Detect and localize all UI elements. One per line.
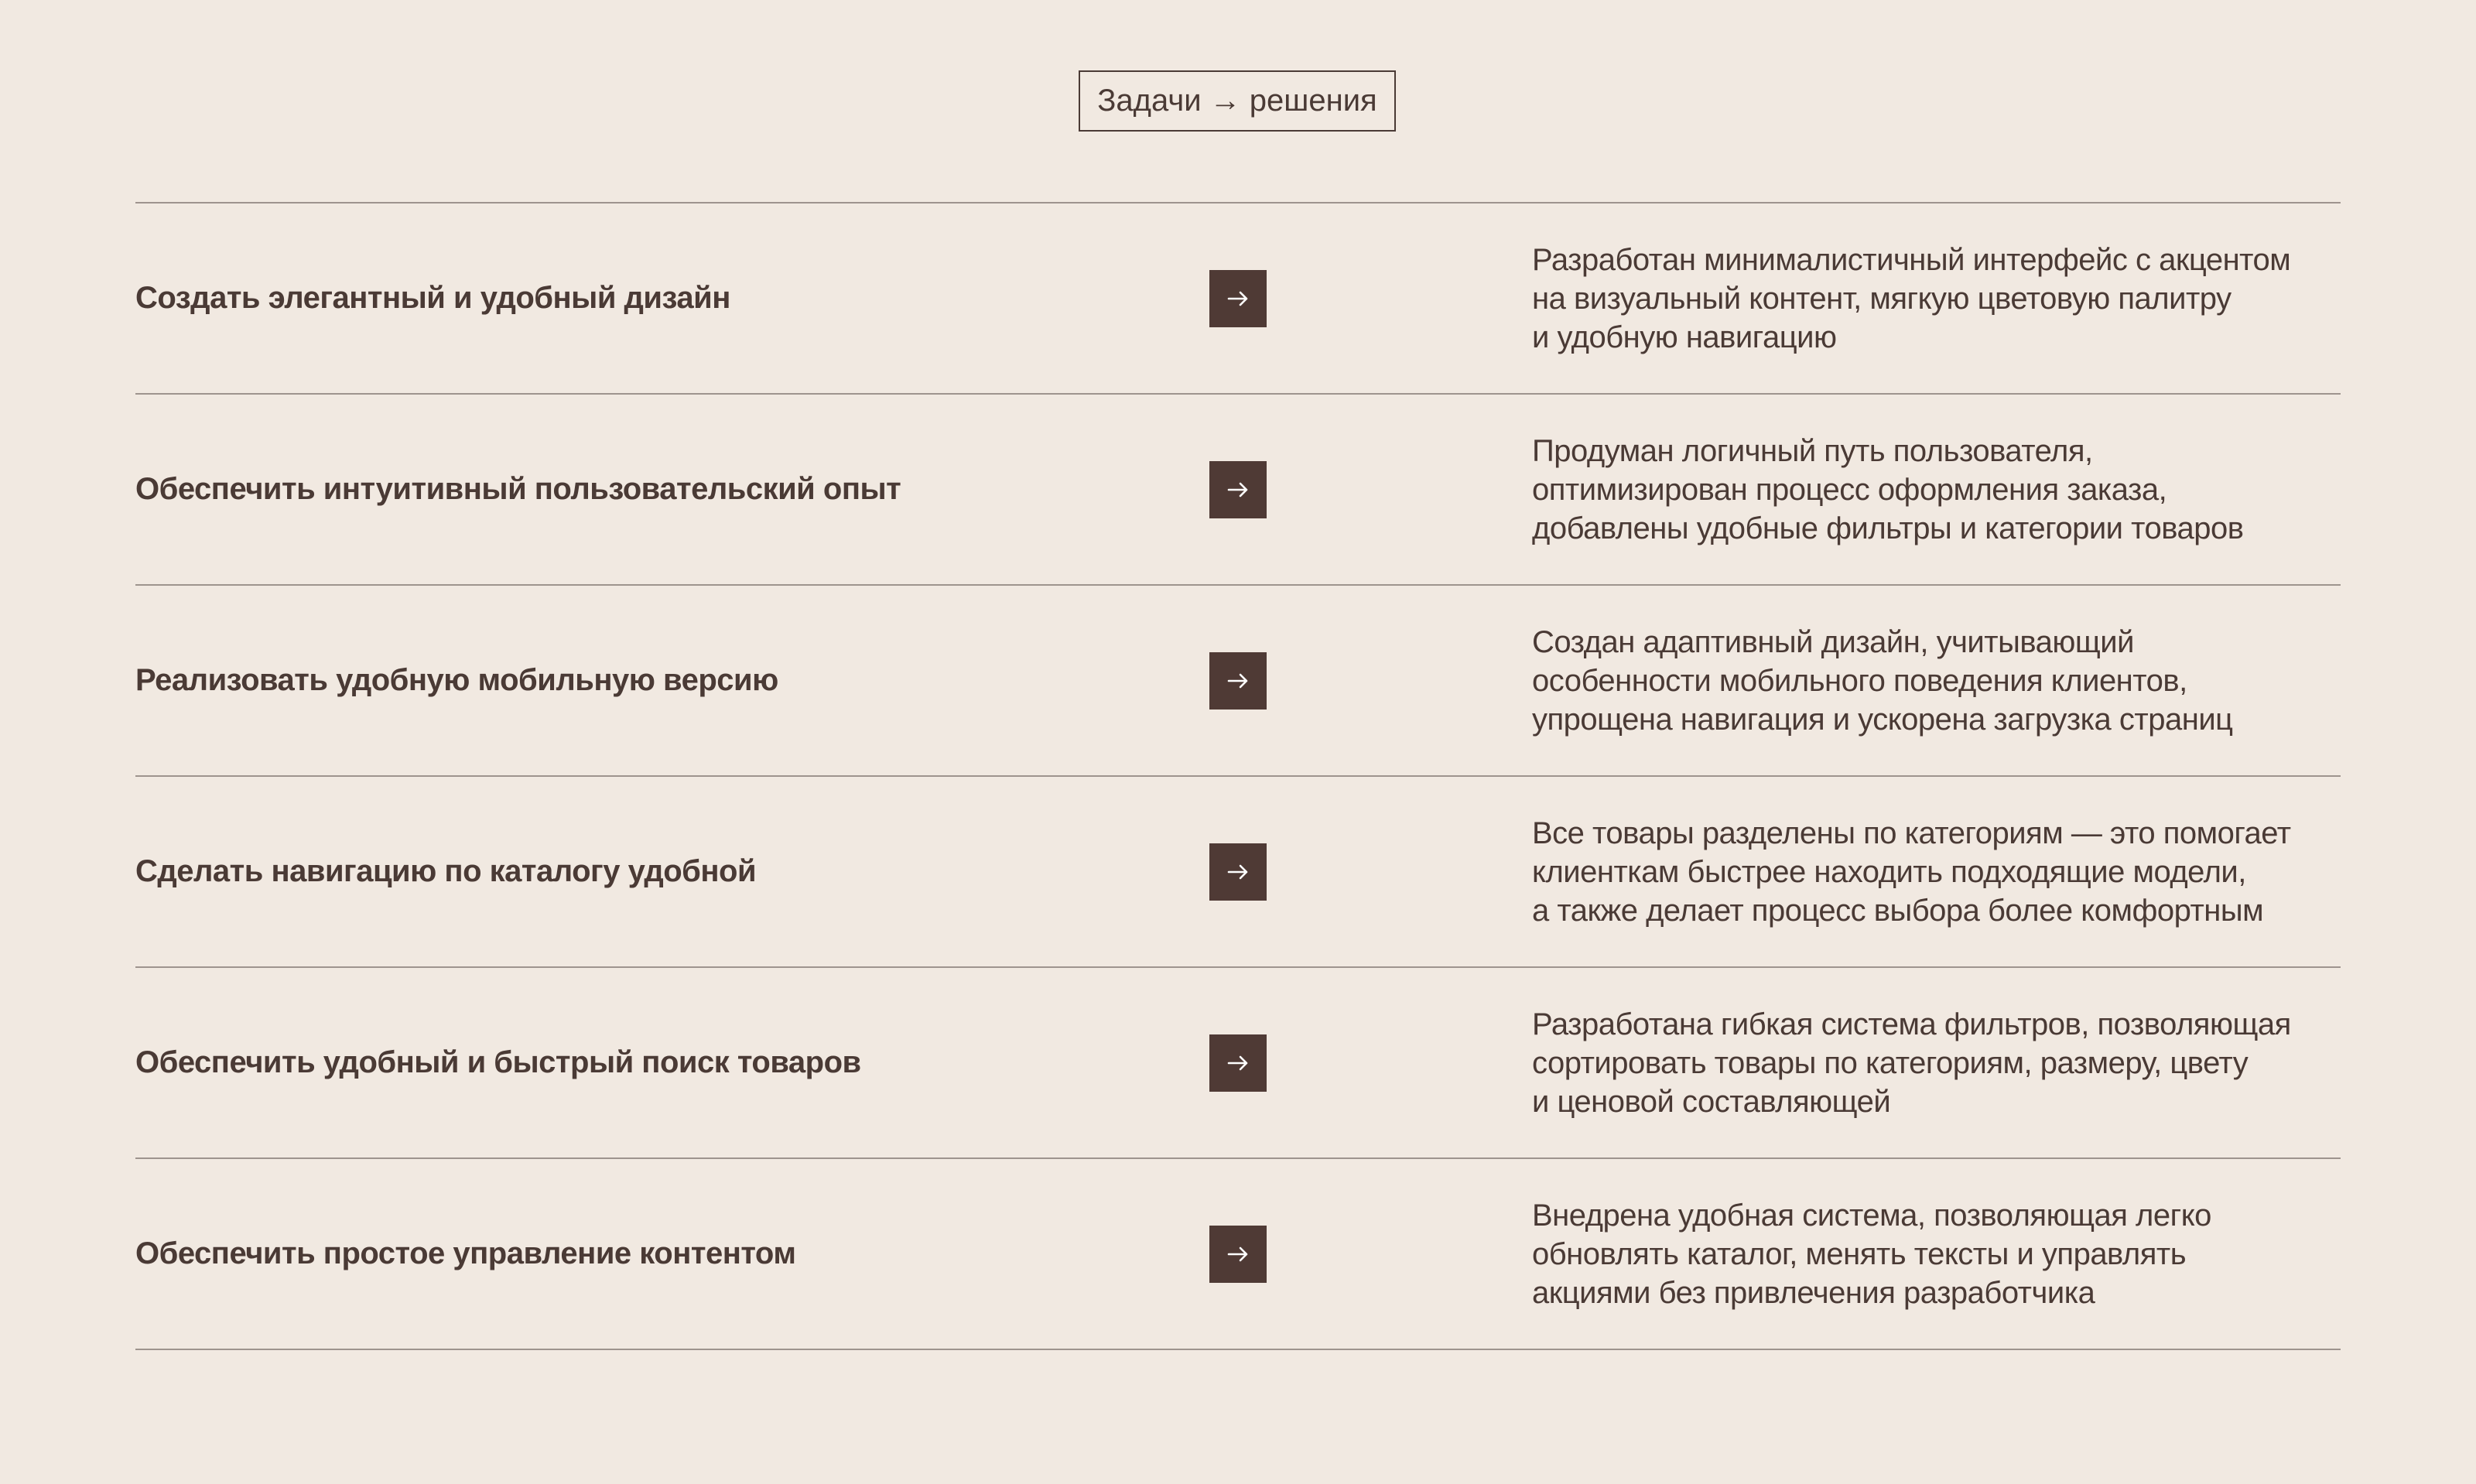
- solution-cell: [1532, 777, 2341, 966]
- arrow-right-icon: [1224, 285, 1252, 313]
- solution-cell: [1532, 395, 2341, 584]
- task-text: Создать элегантный и удобный дизайн: [135, 281, 730, 315]
- arrow-right-icon: [1224, 476, 1252, 504]
- solution-text: Разработан минималистичный интерфейс с акцентом на визуальный контент, мягкую цветовую палитру и удобную навигацию: [1532, 242, 2291, 354]
- table-row: [135, 968, 2341, 1159]
- solution-text: Продуман логичный путь пользователя, оптимизирован процесс оформления заказа, добавлены удобные фильтры и категории товаров: [1532, 433, 2244, 545]
- arrow-button[interactable]: [1209, 843, 1267, 901]
- arrow-right-icon: [1224, 858, 1252, 886]
- task-text: Обеспечить интуитивный пользовательский опыт: [135, 472, 901, 506]
- arrow-button[interactable]: [1209, 1034, 1267, 1092]
- task-text: Обеспечить удобный и быстрый поиск товаров: [135, 1045, 861, 1079]
- solution-text: Создан адаптивный дизайн, учитывающий особенности мобильного поведения клиентов, упрощена навигация и ускорена загрузка страниц: [1532, 624, 2233, 737]
- solution-text: Разработана гибкая система фильтров, позволяющая сортировать товары по категориям, размеру, цвету и ценовой составляющей: [1532, 1007, 2291, 1119]
- table-row: [135, 777, 2341, 968]
- task-text: Сделать навигацию по каталогу удобной: [135, 854, 757, 888]
- badge-label: Задачи → решения: [1097, 84, 1377, 118]
- tasks-solutions-table: [135, 202, 2341, 1350]
- arrow-button[interactable]: [1209, 461, 1267, 518]
- solution-text: Все товары разделены по категориям — это помогает клиенткам быстрее находить подходящие модели, а также делает процесс выбора более комфортным: [1532, 816, 2291, 928]
- solution-cell: [1532, 586, 2341, 775]
- arrow-button[interactable]: [1209, 1226, 1267, 1283]
- task-text: Обеспечить простое управление контентом: [135, 1236, 796, 1270]
- table-row: [135, 203, 2341, 395]
- arrow-right-icon: [1224, 1240, 1252, 1268]
- arrow-right-icon: [1224, 1049, 1252, 1077]
- solution-cell: [1532, 968, 2341, 1157]
- solution-text: Внедрена удобная система, позволяющая легко обновлять каталог, менять тексты и управлять акциями без привлечения разработчика: [1532, 1198, 2211, 1310]
- table-row: [135, 586, 2341, 777]
- section-badge: [1079, 70, 1396, 132]
- table-row: [135, 1159, 2341, 1350]
- solution-cell: [1532, 1159, 2341, 1349]
- solution-cell: [1532, 203, 2341, 393]
- table-row: [135, 395, 2341, 586]
- task-text: Реализовать удобную мобильную версию: [135, 663, 778, 697]
- arrow-right-icon: [1224, 667, 1252, 695]
- arrow-button[interactable]: [1209, 652, 1267, 710]
- arrow-button[interactable]: [1209, 270, 1267, 327]
